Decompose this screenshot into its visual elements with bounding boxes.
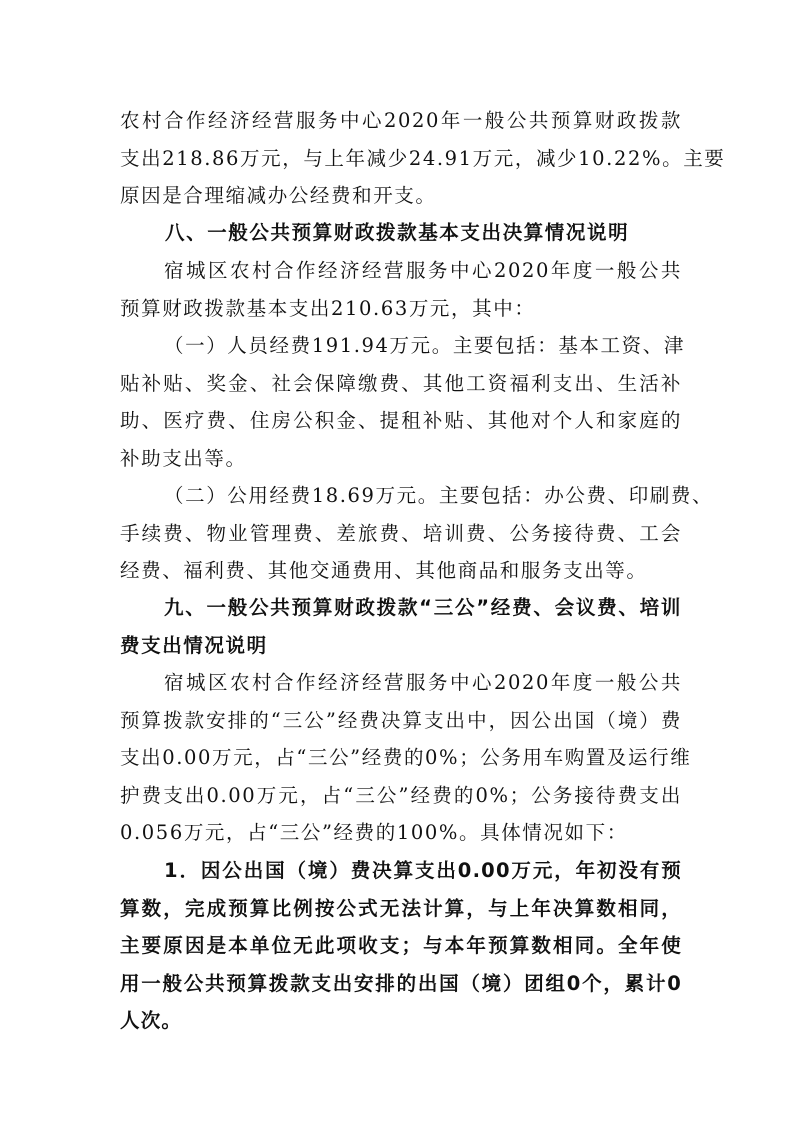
- heading-line: 九、一般公共预算财政拨款“三公”经费、会议费、培训: [164, 596, 682, 619]
- text-line: 算数，完成预算比例按公式无法计算，与上年决算数相同，: [120, 896, 682, 920]
- text-line: 原因是合理缩减办公经费和开支。: [120, 184, 437, 207]
- paragraph-basic-expenditure: [120, 252, 682, 327]
- text-line: 补助支出等。: [120, 446, 247, 470]
- text-line: 宿城区农村合作经济经营服务中心2020年度一般公共: [164, 671, 682, 694]
- text-line: 0.056万元，占“三公”经费的100%。具体情况如下：: [120, 821, 628, 844]
- text-line: 宿城区农村合作经济经营服务中心2020年度一般公共: [164, 259, 682, 282]
- text-line: （一）人员经费191.94万元。主要包括：基本工资、津: [164, 334, 685, 357]
- heading-line: 八、一般公共预算财政拨款基本支出决算情况说明: [165, 221, 630, 244]
- text-line: 人次。: [120, 1009, 183, 1032]
- paragraph-personnel-funds: [120, 327, 685, 477]
- text-line: 经费、福利费、其他交通费用、其他商品和服务支出等。: [120, 559, 648, 582]
- text-line: 贴补贴、奖金、社会保障缴费、其他工资福利支出、生活补: [120, 371, 682, 395]
- paragraph-three-public-expenses: [120, 664, 692, 852]
- section-heading-9: [120, 589, 682, 664]
- heading-line: 费支出情况说明: [120, 633, 268, 657]
- text-line: 主要原因是本单位无此项收支；与本年预算数相同。全年使: [120, 934, 682, 957]
- text-line: 助、医疗费、住房公积金、提租补贴、其他对个人和家庭的: [120, 409, 682, 432]
- text-line: 1．因公出国（境）费决算支出0.00万元，年初没有预: [164, 859, 682, 882]
- paragraph-budget-summary: [120, 102, 726, 215]
- text-line: 支出218.86万元，与上年减少24.91万元，减少10.22%。主要: [120, 146, 726, 170]
- text-line: 支出0.00万元，占“三公”经费的0%；公务用车购置及运行维: [120, 746, 692, 769]
- text-line: 农村合作经济经营服务中心2020年一般公共预算财政拨款: [120, 109, 682, 132]
- paragraph-overseas-travel: [120, 852, 682, 1040]
- text-line: 用一般公共预算拨款支出安排的出国（境）团组0个，累计0: [120, 971, 682, 995]
- text-line: （二）公用经费18.69万元。主要包括：办公费、印刷费、: [164, 484, 714, 507]
- text-line: 预算财政拨款基本支出210.63万元，其中：: [120, 296, 536, 320]
- paragraph-public-funds: [120, 477, 714, 590]
- text-line: 护费支出0.00万元，占“三公”经费的0%；公务接待费支出: [120, 783, 682, 807]
- text-line: 预算拨款安排的“三公”经费决算支出中，因公出国（境）费: [120, 708, 682, 732]
- section-heading-8: [165, 214, 685, 252]
- text-line: 手续费、物业管理费、差旅费、培训费、公务接待费、工会: [120, 521, 682, 545]
